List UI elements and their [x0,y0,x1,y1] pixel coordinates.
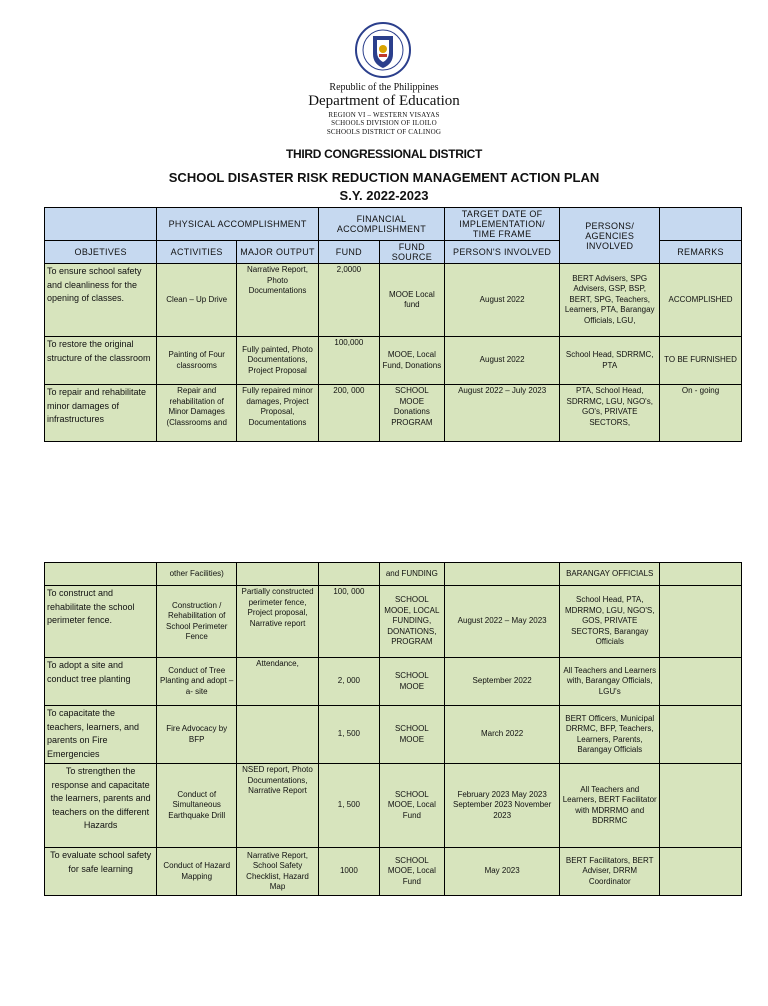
table-row [45,848,742,896]
fund-header: FUND [318,241,379,264]
objective-cell: To restore the original structure of the classroom [45,337,157,385]
output-cell: Fully repaired minor damages, Project Proposal, Documentations [237,385,319,442]
output-cell: Attendance, [237,658,319,706]
remarks-header: REMARKS [660,241,742,264]
source-cell: and FUNDING [379,563,444,586]
date-cell: August 2022 [444,264,559,337]
date-cell: February 2023 May 2023 September 2023 November 2023 [444,764,559,848]
table-row [45,706,742,764]
date-cell: August 2022 – May 2023 [444,586,559,658]
source-cell: SCHOOL MOOE Donations PROGRAM [379,385,444,442]
fund-cell: 2, 000 [318,658,379,706]
table-row [45,658,742,706]
fund-cell [318,563,379,586]
source-cell: SCHOOL MOOE [379,658,444,706]
output-cell [237,563,319,586]
fund-cell: 1000 [318,848,379,896]
date-cell: August 2022 [444,337,559,385]
persons-cell: BARANGAY OFFICIALS [560,563,660,586]
activity-cell: Fire Advocacy by BFP [157,706,237,764]
objective-cell: To capacitate the teachers, learners, and parents on Fire Emergencies [45,706,157,764]
date-cell: August 2022 – July 2023 [444,385,559,442]
remarks-cell [660,586,742,658]
source-cell: SCHOOL MOOE, LOCAL FUNDING, DONATIONS, PROGRAM [379,586,444,658]
table-row [45,337,742,385]
output-cell: Fully painted, Photo Documentations, Project Proposal [237,337,319,385]
date-cell: May 2023 [444,848,559,896]
table-row [45,264,742,337]
fund-cell: 2,0000 [318,264,379,337]
objectives-header: OBJETIVES [45,241,157,264]
deped-seal-icon [355,22,411,78]
output-cell: NSED report, Photo Documentations, Narrative Report [237,764,319,848]
persons-involved-header: PERSON'S INVOLVED [444,241,559,264]
plan-title: SCHOOL DISASTER RISK REDUCTION MANAGEMENT ACTION PLAN [168,170,600,185]
objective-cell: To adopt a site and conduct tree planting [45,658,157,706]
fund-source-header: FUND SOURCE [379,241,444,264]
action-plan-table-page2 [44,562,742,896]
persons-cell: BERT Facilitators, BERT Adviser, DRRM Coordinator [560,848,660,896]
district-label: SCHOOLS DISTRICT OF CALINOG [326,128,442,136]
output-cell: Narrative Report, Photo Documentations [237,264,319,337]
fund-cell: 1, 500 [318,764,379,848]
remarks-cell [660,764,742,848]
table-row [45,764,742,848]
objective-cell: To construct and rehabilitate the school perimeter fence. [45,586,157,658]
activity-cell: Clean – Up Drive [157,264,237,337]
objective-cell: To ensure school safety and cleanliness for the opening of classes. [45,264,157,337]
activity-cell: other Facilities) [157,563,237,586]
congressional-district: THIRD CONGRESSIONAL DISTRICT [285,147,483,161]
header-blank-cell [45,208,157,241]
action-plan-table-page1 [44,207,742,442]
major-output-header: MAJOR OUTPUT [237,241,319,264]
remarks-cell: ACCOMPLISHED [660,264,742,337]
table-row [45,385,742,442]
date-cell: September 2022 [444,658,559,706]
remarks-cell [660,706,742,764]
remarks-cell [660,848,742,896]
objective-cell [45,563,157,586]
persons-cell: All Teachers and Learners with, Barangay Officials, LGU's [560,658,660,706]
financial-header: FINANCIAL ACCOMPLISHMENT [318,208,444,241]
remarks-cell [660,563,742,586]
objective-cell: To strengthen the response and capacitate the learners, parents and teachers on the different Hazards [45,764,157,848]
activity-cell: Repair and rehabilitation of Minor Damages (Classrooms and [157,385,237,442]
output-cell [237,706,319,764]
remarks-cell [660,658,742,706]
school-year: S.Y. 2022-2023 [339,188,429,203]
physical-header: PHYSICAL ACCOMPLISHMENT [157,208,319,241]
remarks-cell: TO BE FURNISHED [660,337,742,385]
objective-cell: To repair and rehabilitate minor damages of infrastructures [45,385,157,442]
activity-cell: Conduct of Simultaneous Earthquake Drill [157,764,237,848]
output-cell: Partially constructed perimeter fence, Project proposal, Narrative report [237,586,319,658]
date-cell: March 2022 [444,706,559,764]
region-label: REGION VI – WESTERN VISAYAS [328,111,440,119]
fund-cell: 1, 500 [318,706,379,764]
source-cell: SCHOOL MOOE, Local Fund [379,848,444,896]
persons-cell: BERT Officers, Municipal DRRMC, BFP, Teachers, Learners, Parents, Barangay Officials [560,706,660,764]
persons-cell: School Head, PTA, MDRRMO, LGU, NGO'S, GOS, PRIVATE SECTORS, Barangay Officials [560,586,660,658]
fund-cell: 200, 000 [318,385,379,442]
table-row [45,563,742,586]
persons-cell: School Head, SDRRMC, PTA [560,337,660,385]
output-cell: Narrative Report, School Safety Checklist, Hazard Map [237,848,319,896]
activity-cell: Painting of Four classrooms [157,337,237,385]
date-cell [444,563,559,586]
activity-cell: Conduct of Hazard Mapping [157,848,237,896]
source-cell: MOOE Local fund [379,264,444,337]
republic-label: Republic of the Philippines [329,82,439,93]
source-cell: SCHOOL MOOE, Local Fund [379,764,444,848]
persons-cell: All Teachers and Learners, BERT Facilitator with MDRRMO and BDRRMC [560,764,660,848]
activities-header: ACTIVITIES [157,241,237,264]
division-label: SCHOOLS DIVISION OF ILOILO [331,119,437,127]
activity-cell: Construction / Rehabilitation of School Perimeter Fence [157,586,237,658]
fund-cell: 100, 000 [318,586,379,658]
department-label: Department of Education [308,93,460,109]
objective-cell: To evaluate school safety for safe learning [45,848,157,896]
source-cell: SCHOOL MOOE [379,706,444,764]
table-row [45,586,742,658]
persons-cell: PTA, School Head, SDRRMC, LGU, NGO's, GO's, PRIVATE SECTORS, [560,385,660,442]
persons-cell: BERT Advisers, SPG Advisers, GSP, BSP, BERT, SPG, Teachers, Learners, PTA, Barangay Officials, LGU, [560,264,660,337]
activity-cell: Conduct of Tree Planting and adopt – a- site [157,658,237,706]
source-cell: MOOE, Local Fund, Donations [379,337,444,385]
persons-agencies-header: PERSONS/ AGENCIES INVOLVED [560,208,660,264]
target-date-header: TARGET DATE OF IMPLEMENTATION/ TIME FRAME [444,208,559,241]
header-blank-cell [660,208,742,241]
remarks-cell: On - going [660,385,742,442]
fund-cell: 100,000 [318,337,379,385]
